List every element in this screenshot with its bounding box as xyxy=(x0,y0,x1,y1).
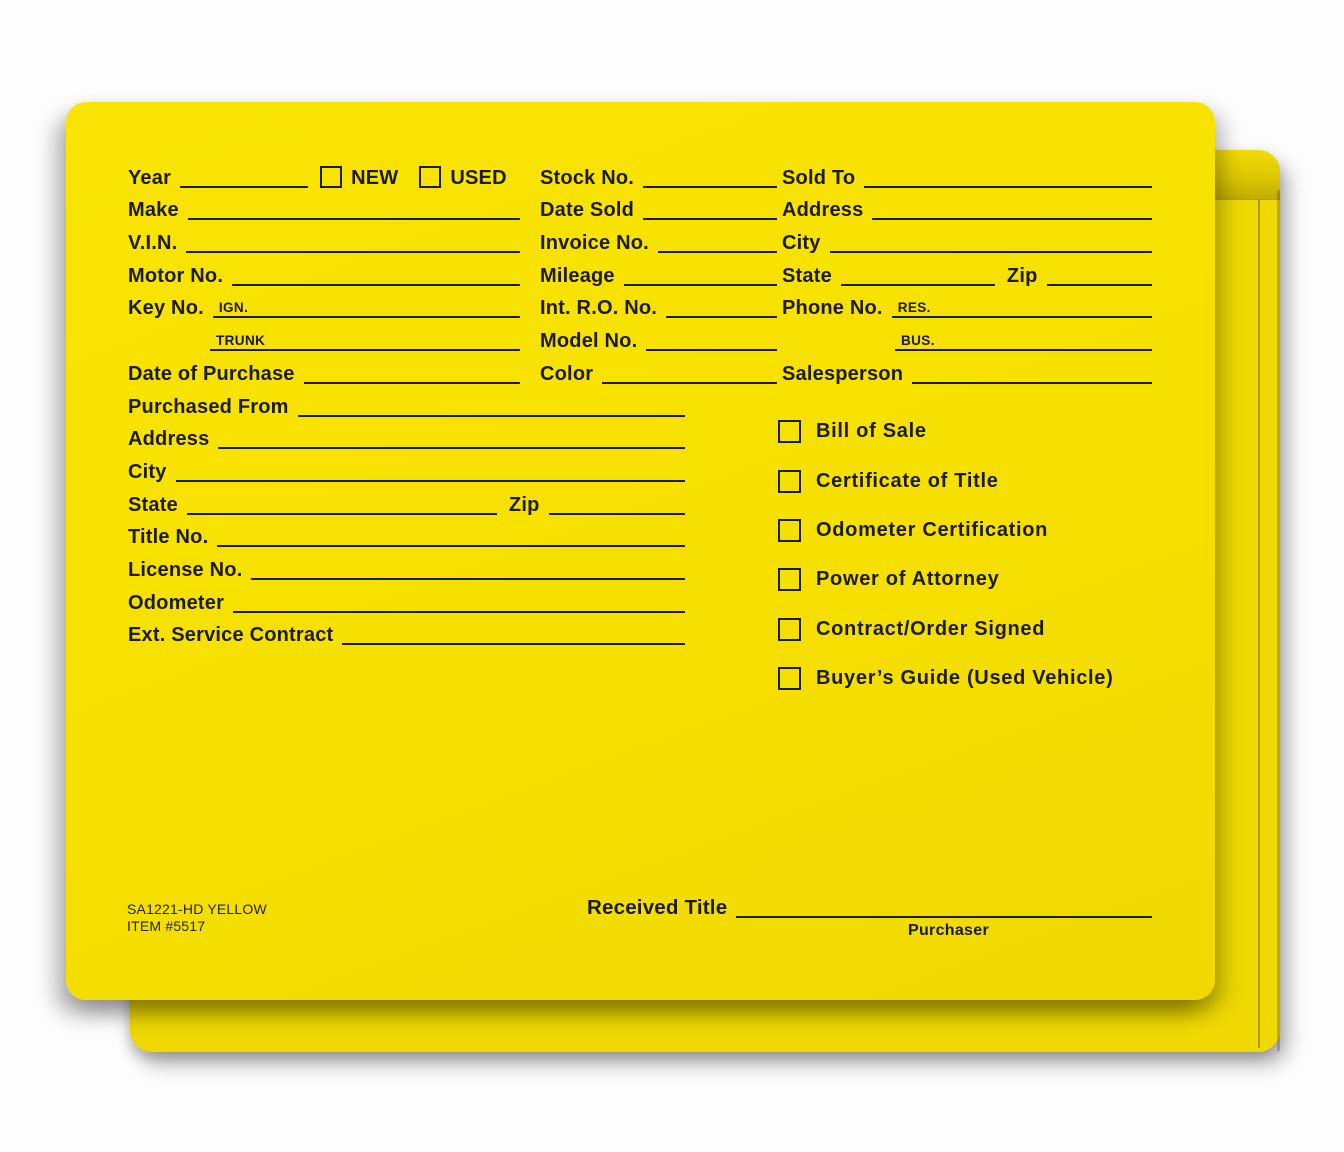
field-sold-to xyxy=(782,158,1152,191)
checklist-item-power-of-attorney xyxy=(778,555,1113,604)
odometer-certification-label: Odometer Certification xyxy=(816,518,1049,541)
mileage-fill-in-line xyxy=(624,268,777,286)
phone-no-label: Phone No. xyxy=(782,297,883,320)
field-invoice-no xyxy=(540,223,777,256)
field-key-no-ign xyxy=(128,289,520,322)
middle-column xyxy=(540,158,777,387)
contract-order-signed-checkbox xyxy=(778,618,801,641)
back-envelope-right-edge xyxy=(1277,190,1280,1052)
new-checkbox xyxy=(320,166,342,188)
mileage-label: Mileage xyxy=(540,264,615,287)
key-ign-fill-in-line xyxy=(213,300,520,318)
buyer-address-fill-in-line xyxy=(872,202,1152,220)
checklist-item-odometer-certification xyxy=(778,506,1113,555)
seller-zip-fill-in-line xyxy=(549,497,686,515)
res-sublabel: RES. xyxy=(897,300,931,316)
field-int-ro-no xyxy=(540,289,777,322)
sold-to-fill-in-line xyxy=(864,170,1152,188)
used-checkbox xyxy=(419,166,441,188)
field-date-of-purchase xyxy=(128,354,520,387)
field-seller-state-zip xyxy=(128,485,685,518)
int-ro-no-label: Int. R.O. No. xyxy=(540,297,658,320)
bill-of-sale-checkbox xyxy=(778,420,801,443)
seller-city-fill-in-line xyxy=(176,464,685,482)
deal-envelope-front xyxy=(66,102,1215,1000)
checklist-item-bill-of-sale xyxy=(778,407,1113,456)
checklist-item-contract-order-signed xyxy=(778,605,1113,654)
license-no-fill-in-line xyxy=(251,562,685,580)
back-envelope-seam-line xyxy=(1258,200,1260,1048)
buyers-guide-checkbox xyxy=(778,667,801,690)
field-year xyxy=(128,158,520,191)
product-code-line2: ITEM #5517 xyxy=(127,917,206,934)
field-motor-no xyxy=(128,256,520,289)
make-fill-in-line xyxy=(188,202,520,220)
color-fill-in-line xyxy=(602,366,777,384)
invoice-no-label: Invoice No. xyxy=(540,232,649,255)
buyer-state-fill-in-line xyxy=(841,268,995,286)
field-title-no xyxy=(128,518,685,551)
field-salesperson xyxy=(782,354,1152,387)
date-sold-fill-in-line xyxy=(643,202,777,220)
phone-bus-fill-in-line xyxy=(895,333,1152,351)
buyer-state-label: State xyxy=(782,264,832,287)
checklist-item-certificate-of-title xyxy=(778,456,1113,505)
key-no-label: Key No. xyxy=(128,297,204,320)
buyer-zip-label: Zip xyxy=(1006,264,1038,287)
field-make xyxy=(128,191,520,224)
checklist-item-buyers-guide xyxy=(778,654,1113,703)
seller-state-label: State xyxy=(128,493,178,516)
field-vin xyxy=(128,223,520,256)
field-date-sold xyxy=(540,191,777,224)
bus-sublabel: BUS. xyxy=(901,333,935,349)
title-no-label: Title No. xyxy=(128,526,209,549)
purchased-from-label: Purchased From xyxy=(128,395,289,418)
field-phone-res xyxy=(782,289,1152,322)
purchased-from-fill-in-line xyxy=(298,399,685,417)
buyer-address-label: Address xyxy=(782,199,864,222)
received-title-signature-line xyxy=(736,900,1152,918)
key-trunk-fill-in-line xyxy=(210,333,520,351)
field-odometer xyxy=(128,583,685,616)
field-key-no-trunk xyxy=(128,321,520,354)
power-of-attorney-checkbox xyxy=(778,568,801,591)
buyer-city-fill-in-line xyxy=(830,235,1152,253)
right-column xyxy=(782,158,1152,387)
vin-fill-in-line xyxy=(186,235,520,253)
year-label: Year xyxy=(128,166,172,189)
buyer-zip-fill-in-line xyxy=(1047,268,1153,286)
certificate-of-title-checkbox xyxy=(778,470,801,493)
seller-address-fill-in-line xyxy=(218,431,685,449)
seller-state-fill-in-line xyxy=(187,497,497,515)
license-no-label: License No. xyxy=(128,558,243,581)
date-sold-label: Date Sold xyxy=(540,199,635,222)
new-label: NEW xyxy=(351,166,399,189)
seller-zip-label: Zip xyxy=(508,493,540,516)
invoice-no-fill-in-line xyxy=(658,235,777,253)
field-ext-service-contract xyxy=(128,616,685,649)
field-seller-city xyxy=(128,452,685,485)
salesperson-label: Salesperson xyxy=(782,362,904,385)
date-of-purchase-fill-in-line xyxy=(304,366,520,384)
field-stock-no xyxy=(540,158,777,191)
field-phone-bus xyxy=(782,321,1152,354)
int-ro-no-fill-in-line xyxy=(666,300,777,318)
vin-label: V.I.N. xyxy=(128,232,178,255)
make-label: Make xyxy=(128,199,179,222)
field-buyer-state-zip xyxy=(782,256,1152,289)
purchaser-label: Purchaser xyxy=(908,922,989,939)
stock-no-fill-in-line xyxy=(643,170,777,188)
used-label: USED xyxy=(450,166,507,189)
ign-sublabel: IGN. xyxy=(218,300,249,316)
ext-service-contract-fill-in-line xyxy=(342,627,685,645)
field-license-no xyxy=(128,550,685,583)
field-purchased-from xyxy=(128,387,685,420)
bill-of-sale-label: Bill of Sale xyxy=(816,420,927,443)
field-color xyxy=(540,354,777,387)
buyer-city-label: City xyxy=(782,232,821,255)
model-no-fill-in-line xyxy=(646,333,777,351)
field-buyer-city xyxy=(782,223,1152,256)
field-seller-address xyxy=(128,420,685,453)
certificate-of-title-label: Certificate of Title xyxy=(816,469,999,492)
field-model-no xyxy=(540,321,777,354)
document-checklist xyxy=(778,407,1113,703)
power-of-attorney-label: Power of Attorney xyxy=(816,568,1000,591)
seller-city-label: City xyxy=(128,460,167,483)
field-mileage xyxy=(540,256,777,289)
motor-no-fill-in-line xyxy=(232,268,520,286)
seller-address-label: Address xyxy=(128,428,210,451)
odometer-label: Odometer xyxy=(128,591,225,614)
ext-service-contract-label: Ext. Service Contract xyxy=(128,624,334,647)
year-fill-in-line xyxy=(180,170,308,188)
product-code xyxy=(127,901,267,934)
contract-order-signed-label: Contract/Order Signed xyxy=(816,617,1046,640)
odometer-fill-in-line xyxy=(233,595,685,613)
model-no-label: Model No. xyxy=(540,330,638,353)
field-received-title xyxy=(587,895,1152,920)
received-title-label: Received Title xyxy=(587,896,728,919)
buyers-guide-label: Buyer’s Guide (Used Vehicle) xyxy=(816,667,1114,690)
odometer-certification-checkbox xyxy=(778,519,801,542)
salesperson-fill-in-line xyxy=(912,366,1152,384)
phone-res-fill-in-line xyxy=(892,300,1152,318)
motor-no-label: Motor No. xyxy=(128,264,224,287)
title-no-fill-in-line xyxy=(217,529,685,547)
product-code-line1: SA1221-HD YELLOW xyxy=(127,901,267,917)
trunk-sublabel: TRUNK xyxy=(216,333,266,349)
field-buyer-address xyxy=(782,191,1152,224)
sold-to-label: Sold To xyxy=(782,166,856,189)
color-label: Color xyxy=(540,362,594,385)
date-of-purchase-label: Date of Purchase xyxy=(128,362,295,385)
stock-no-label: Stock No. xyxy=(540,166,635,189)
